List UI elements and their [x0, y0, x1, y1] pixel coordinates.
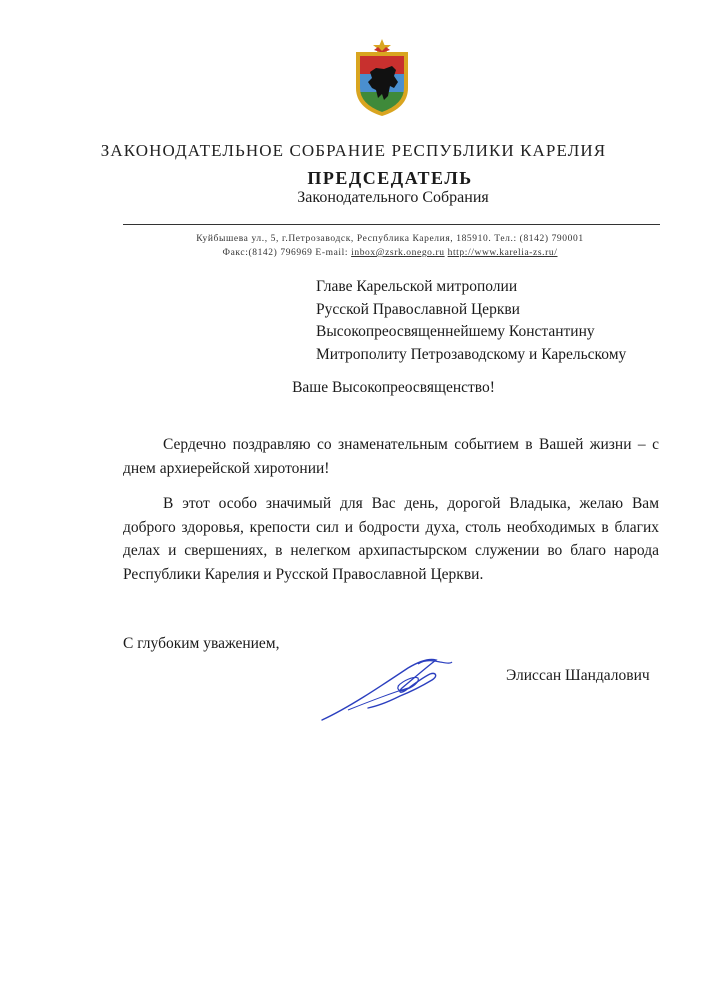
signer-name: Элиссан Шандалович: [506, 667, 650, 684]
closing-phrase: С глубоким уважением,: [123, 635, 280, 652]
address-line: Куйбышева ул., 5, г.Петрозаводск, Республика Карелия, 185910. Тел.: (8142) 790001: [196, 234, 584, 244]
addressee-line: Русской Православной Церкви: [316, 300, 520, 318]
header-divider: [123, 224, 660, 225]
karelia-coat-of-arms-icon: [354, 38, 410, 118]
letterhead-title: ПРЕДСЕДАТЕЛЬ: [307, 168, 473, 188]
website-link[interactable]: http://www.karelia-zs.ru/: [447, 248, 558, 258]
addressee-line: Главе Карельской митрополии: [316, 278, 518, 295]
email-link[interactable]: inbox@zsrk.onego.ru: [351, 248, 445, 258]
addressee-block: [316, 276, 626, 366]
addressee-line: Высокопреосвященнейшему Константину: [316, 323, 595, 340]
letter-body: [123, 433, 659, 600]
letterhead-subtitle: Законодательного Собрания: [297, 189, 489, 206]
fax-email-label: Факс:(8142) 796969 E-mail:: [222, 248, 349, 258]
organization-name: ЗАКОНОДАТЕЛЬНОЕ СОБРАНИЕ РЕСПУБЛИКИ КАРЕЛИЯ: [100, 141, 607, 160]
body-paragraph: В этот особо значимый для Вас день, дорогой Владыка, желаю Вам доброго здоровья, крепости сил и бодрости духа, столь необходимых в благих делах и свершениях, в нелегком архипастырском служении во благо народа Республики Карелия и Русской Православной Церкви.: [123, 495, 659, 583]
addressee-line: Митрополиту Петрозаводскому и Карельскому: [316, 345, 627, 363]
handwritten-signature: [318, 648, 458, 728]
salutation: Ваше Высокопреосвященство!: [292, 379, 495, 396]
body-paragraph: Сердечно поздравляю со знаменательным событием в Вашей жизни – с днем архиерейской хиротонии!: [123, 436, 659, 477]
contact-line: [0, 248, 707, 258]
